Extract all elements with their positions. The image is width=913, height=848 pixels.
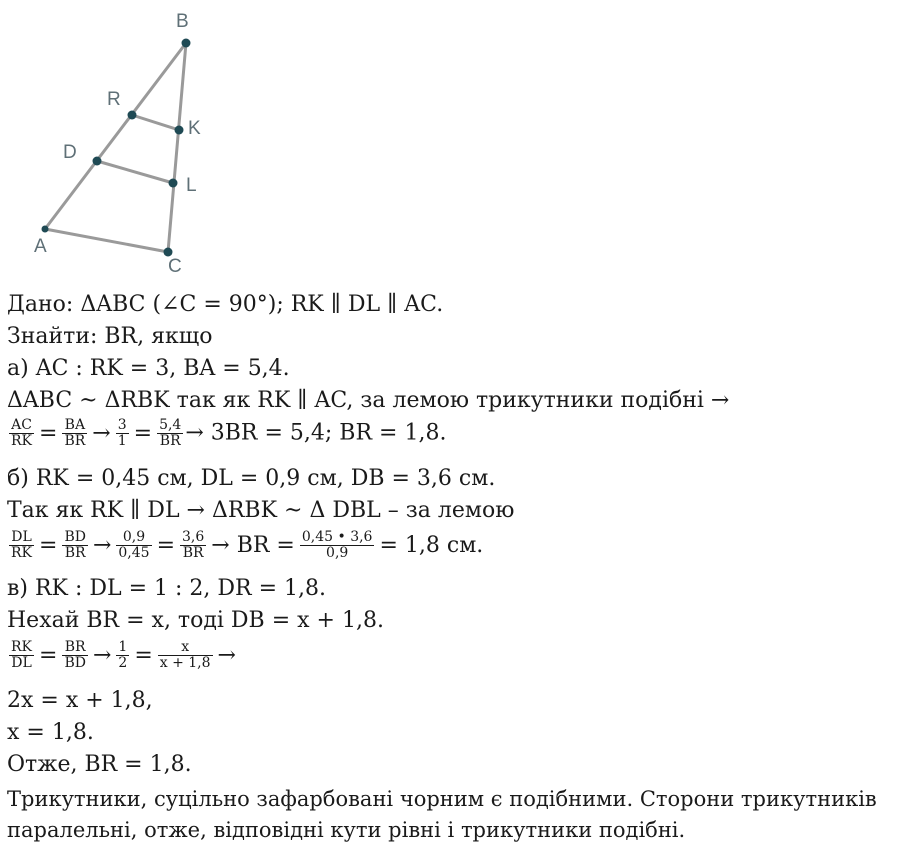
part-c-step2: x = 1,8. xyxy=(7,720,94,745)
point-r xyxy=(128,111,137,120)
segment-rk xyxy=(132,115,179,130)
fraction: $\frac{x}{x + 1,8}$ xyxy=(159,639,211,671)
fraction: $\frac{0,9}{0,45}$ xyxy=(118,529,150,561)
fraction: $\frac{1}{2}$ xyxy=(118,639,128,671)
label-k: K xyxy=(188,118,201,139)
fraction: $\frac{AC}{RK}$ xyxy=(11,417,32,449)
label-b: B xyxy=(176,11,189,32)
fraction: $\frac{BR}{BD}$ xyxy=(64,639,86,671)
segment-ac xyxy=(45,229,168,252)
segment-bc xyxy=(168,43,186,252)
part-a-equation: $\frac{AC}{RK}$ = $\frac{BA}{BR}$ → $\frac{3}{1}$ = $\frac{5,4}{BR}$ → 3BR = 5,4; BR = 1,8. xyxy=(11,417,447,449)
fraction: $\frac{3}{1}$ xyxy=(117,417,127,449)
note-line-2: паралельні, отже, відповідні кути рівні і трикутники подібні. xyxy=(7,818,686,842)
triangle-figure xyxy=(0,0,230,285)
part-b-condition: б) RK = 0,45 см, DL = 0,9 см, DB = 3,6 см. xyxy=(7,466,496,491)
label-a: A xyxy=(34,236,47,257)
part-a-similarity: ΔABC ~ ΔRBK так як RK ∥ AC, за лемою трикутники подібні → xyxy=(7,388,730,413)
label-d: D xyxy=(63,142,77,163)
fraction: $\frac{3,6}{BR}$ xyxy=(182,529,205,561)
segment-dl xyxy=(97,161,173,183)
point-d xyxy=(93,157,102,166)
fraction: $\frac{DL}{RK}$ xyxy=(11,529,32,561)
part-c-let: Нехай BR = x, тоді DB = x + 1,8. xyxy=(7,608,384,633)
point-a xyxy=(42,226,49,233)
part-c-equation: $\frac{RK}{DL}$ = $\frac{BR}{BD}$ → $\frac{1}{2}$ = $\frac{x}{x + 1,8}$ → xyxy=(11,639,236,671)
given-line: Дано: ΔABC (∠C = 90°); RK ∥ DL ∥ AC. xyxy=(7,292,444,317)
label-r: R xyxy=(107,89,121,110)
part-a-condition: а) AC : RK = 3, BA = 5,4. xyxy=(7,356,290,381)
fraction: $\frac{RK}{DL}$ xyxy=(11,639,32,671)
point-b xyxy=(182,39,191,48)
label-c: C xyxy=(168,256,182,277)
segment-ab xyxy=(45,43,186,229)
point-k xyxy=(175,126,184,135)
find-line: Знайти: BR, якщо xyxy=(7,324,213,349)
fraction: $\frac{BA}{BR}$ xyxy=(64,417,86,449)
label-l: L xyxy=(186,175,197,196)
part-c-condition: в) RK : DL = 1 : 2, DR = 1,8. xyxy=(7,576,327,601)
part-c-step1: 2x = x + 1,8, xyxy=(7,688,153,713)
note-line-1: Трикутники, суцільно зафарбовані чорним є подібними. Сторони трикутників xyxy=(7,787,877,811)
part-b-equation: $\frac{DL}{RK}$ = $\frac{BD}{BR}$ → $\frac{0,9}{0,45}$ = $\frac{3,6}{BR}$ → BR = $\frac{0,45 • 3,6}{0,9}$ = 1,8 см. xyxy=(11,529,484,561)
part-c-answer: Отже, BR = 1,8. xyxy=(7,752,192,777)
part-b-similarity: Так як RK ∥ DL → ΔRBK ~ Δ DBL – за лемою xyxy=(7,498,515,523)
fraction: $\frac{BD}{BR}$ xyxy=(64,529,86,561)
point-l xyxy=(169,179,178,188)
fraction: $\frac{0,45 • 3,6}{0,9}$ xyxy=(301,529,373,561)
fraction: $\frac{5,4}{BR}$ xyxy=(159,417,182,449)
